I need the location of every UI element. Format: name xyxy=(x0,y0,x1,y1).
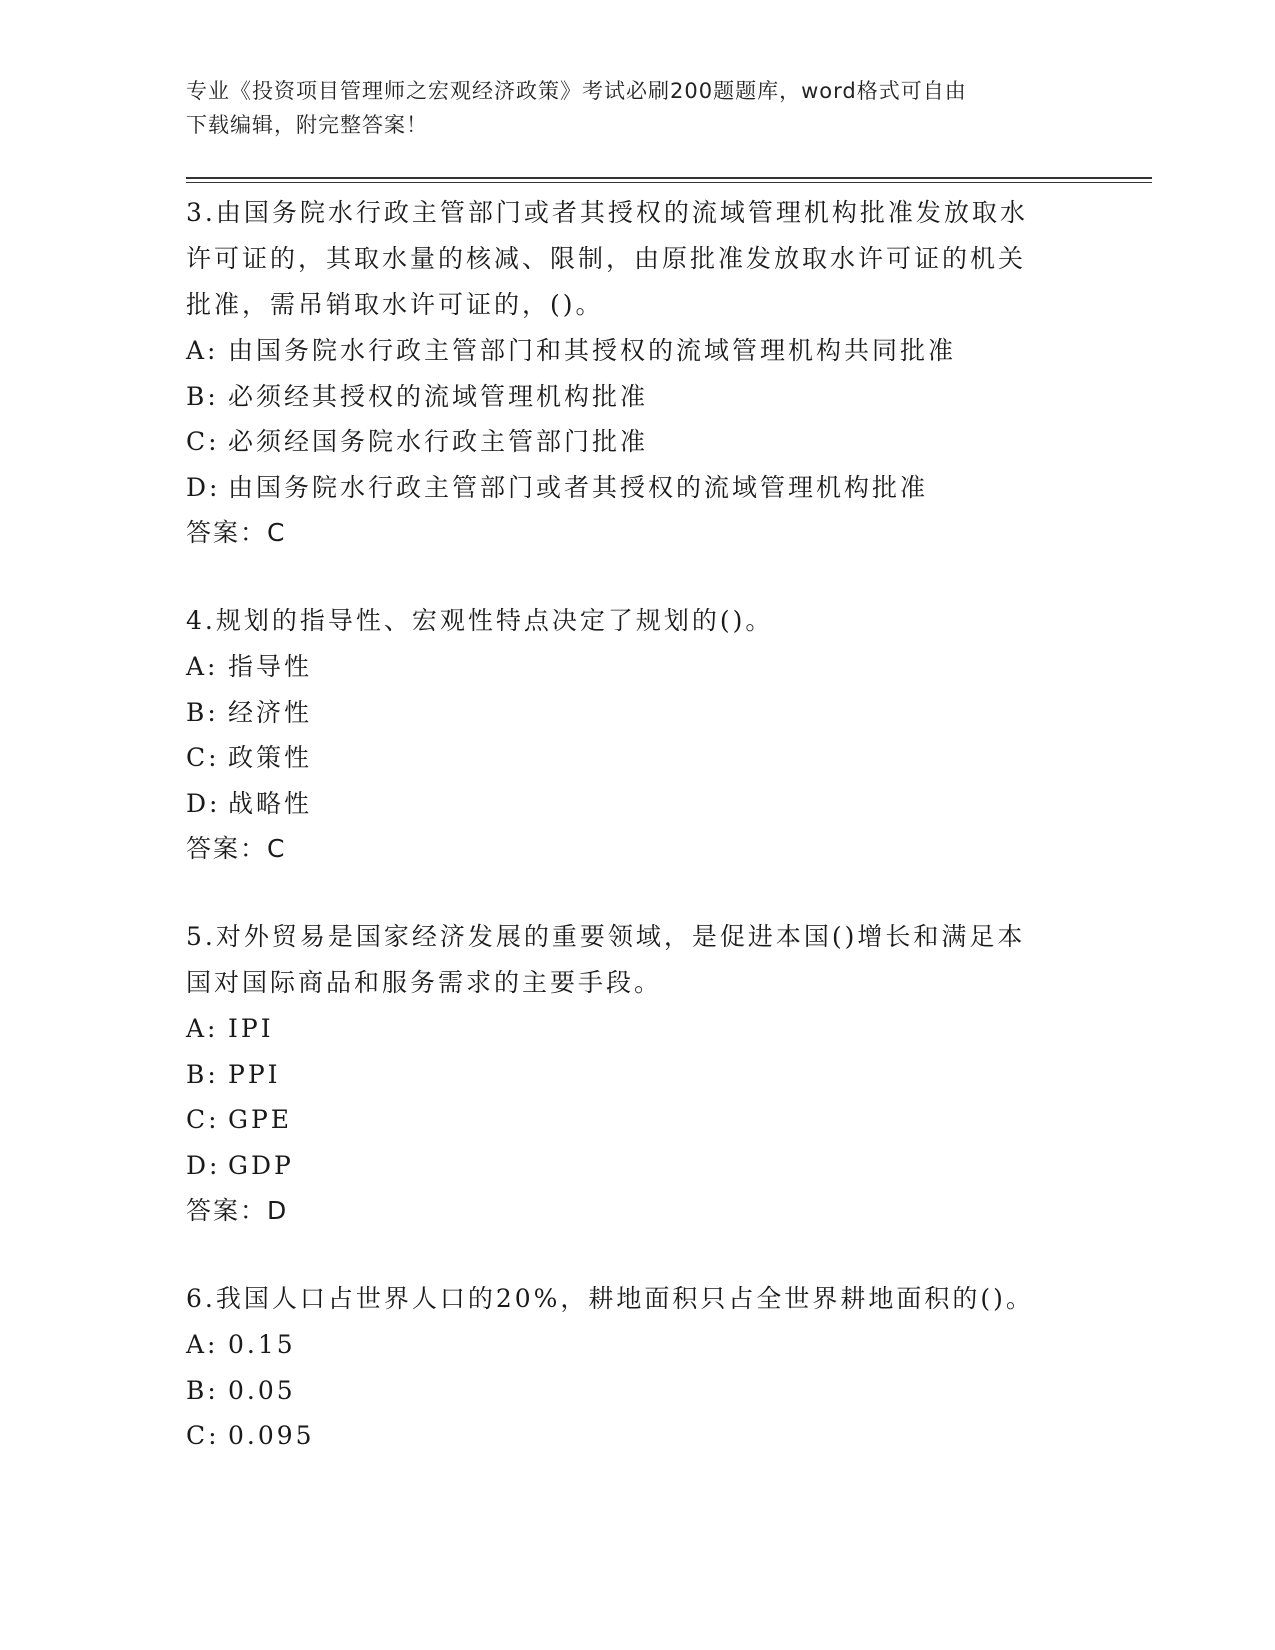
option-text: 0.095 xyxy=(228,1421,315,1450)
spacer xyxy=(186,872,1086,914)
question-5-option-a xyxy=(186,1006,1086,1052)
option-text: 政策性 xyxy=(228,743,313,772)
question-4-answer: 答案：C xyxy=(186,834,287,863)
question-3-line-3: 批准，需吊销取水许可证的，()。 xyxy=(186,290,604,319)
header-divider-thick xyxy=(186,177,1152,179)
option-key: A: xyxy=(186,1330,219,1359)
question-5-line-2: 国对国际商品和服务需求的主要手段。 xyxy=(186,968,663,997)
question-5 xyxy=(186,914,1086,1234)
question-3-line-2: 许可证的，其取水量的核减、限制，由原批准发放取水许可证的机关 xyxy=(186,244,1027,273)
option-key: A: xyxy=(186,652,219,681)
header-line-1: 专业《投资项目管理师之宏观经济政策》考试必刷200题题库，word格式可自由 xyxy=(186,79,967,103)
option-text: 必须经国务院水行政主管部门批准 xyxy=(228,427,649,456)
document-header xyxy=(186,74,1066,142)
option-text: 由国务院水行政主管部门或者其授权的流域管理机构批准 xyxy=(228,472,929,502)
question-3-line-1: 3.由国务院水行政主管部门或者其授权的流域管理机构批准发放取水 xyxy=(186,198,1028,227)
option-key: C: xyxy=(186,1421,220,1450)
spacer xyxy=(186,556,1086,598)
question-4-option-c xyxy=(186,735,1086,781)
header-divider-thin xyxy=(186,182,1152,183)
option-key: A: xyxy=(186,1014,219,1043)
question-3-answer: 答案：C xyxy=(186,518,287,547)
option-key: D: xyxy=(186,472,221,502)
question-4 xyxy=(186,598,1086,872)
question-6-option-c xyxy=(186,1413,1086,1459)
question-list xyxy=(186,190,1086,1459)
option-text: 0.15 xyxy=(228,1330,296,1359)
option-key: B: xyxy=(186,381,219,411)
question-4-line-1: 4.规划的指导性、宏观性特点决定了规划的()。 xyxy=(186,606,774,635)
option-key: B: xyxy=(186,1375,219,1405)
question-5-answer: 答案：D xyxy=(186,1196,289,1225)
question-3-option-b xyxy=(186,374,1086,420)
option-text: 指导性 xyxy=(228,652,313,681)
spacer xyxy=(186,1234,1086,1276)
question-5-option-b xyxy=(186,1052,1086,1098)
option-text: IPI xyxy=(228,1014,274,1043)
option-key: C: xyxy=(186,1105,220,1134)
option-key: C: xyxy=(186,743,220,772)
option-text: GDP xyxy=(228,1150,294,1180)
question-6-line-1: 6.我国人口占世界人口的20%，耕地面积只占全世界耕地面积的()。 xyxy=(186,1284,1034,1313)
question-3-option-d xyxy=(186,465,1086,511)
question-4-option-d xyxy=(186,781,1086,827)
question-4-option-b xyxy=(186,690,1086,736)
question-5-line-1: 5.对外贸易是国家经济发展的重要领域，是促进本国()增长和满足本 xyxy=(186,922,1026,951)
option-text: 战略性 xyxy=(228,788,313,818)
question-5-option-d xyxy=(186,1143,1086,1189)
option-key: A: xyxy=(186,336,219,365)
question-3-option-a xyxy=(186,328,1086,374)
option-text: 必须经其授权的流域管理机构批准 xyxy=(228,381,649,411)
question-5-option-c xyxy=(186,1097,1086,1143)
question-3 xyxy=(186,190,1086,556)
question-6-option-a xyxy=(186,1322,1086,1368)
option-text: PPI xyxy=(228,1059,281,1089)
header-line-2: 下载编辑，附完整答案！ xyxy=(186,113,428,137)
option-key: B: xyxy=(186,1059,219,1089)
question-6 xyxy=(186,1276,1086,1459)
question-3-option-c xyxy=(186,419,1086,465)
option-key: D: xyxy=(186,788,221,818)
option-key: D: xyxy=(186,1150,221,1180)
question-4-option-a xyxy=(186,644,1086,690)
option-key: B: xyxy=(186,697,219,727)
question-6-option-b xyxy=(186,1368,1086,1414)
option-text: 0.05 xyxy=(228,1375,296,1405)
option-text: 经济性 xyxy=(228,697,313,727)
option-text: GPE xyxy=(228,1105,293,1134)
option-text: 由国务院水行政主管部门和其授权的流域管理机构共同批准 xyxy=(228,336,957,365)
option-key: C: xyxy=(186,427,220,456)
